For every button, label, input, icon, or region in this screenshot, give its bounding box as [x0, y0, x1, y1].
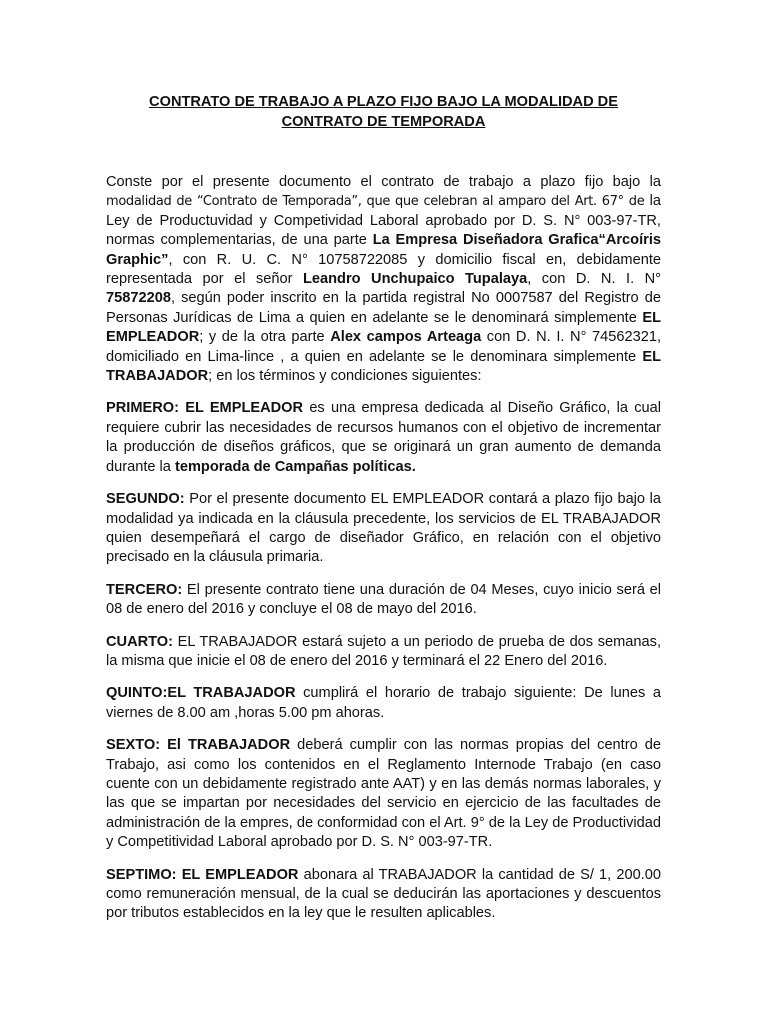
- intro-text: , según poder inscrito en la partida registral No 0007587 del Registro de Personas Jurídicas de Lima a quien en adelante se le denominará simplemente: [106, 290, 661, 326]
- clause-text: cumplirá el horario de trabajo siguiente: De lunes a viernes de 8.00 am ,horas 5.00 pm ahoras.: [106, 685, 661, 721]
- employer-term: EL EMPLEADOR: [106, 309, 661, 346]
- clause-tercero: [106, 581, 661, 620]
- intro-text: , con R. U. C. N° 10758722085 y domicilio fiscal en, debidamente representada por el señor: [106, 251, 661, 288]
- clause-emphasis: temporada de Campañas políticas.: [174, 458, 416, 475]
- clause-text: deberá cumplir con las normas propias del centro de Trabajo, asi como los contenidos en el Reglamento Internode Trabajo (en caso cuente con un debidamente registrado ante AAT) y en las demás normas laborales, y las que se impartan por necesidades del servicio en ejercicio de las facultades de administración de la empres, de conformidad con el Art. 9° de la Ley de Productividad y Competitividad Laboral aprobado por D. S. N° 003-97-TR.: [106, 737, 661, 851]
- intro-text: ; y de la otra parte: [199, 329, 331, 346]
- clause-septimo: [106, 866, 661, 924]
- intro-text: con D. N. I. N° 74562321, domiciliado en Lima-lince , a quien en adelante se le denominara simplemente: [106, 329, 661, 365]
- intro-paragraph: [106, 173, 661, 386]
- clause-label: PRIMERO: EL EMPLEADOR: [106, 400, 304, 417]
- representative-dni: 75872208: [106, 290, 171, 307]
- worker-term: EL TRABAJADOR: [106, 348, 661, 385]
- clause-label: SEPTIMO: EL EMPLEADOR: [106, 866, 299, 883]
- intro-text-narrow: modalidad de “Contrato de Temporada”, que que celebran al amparo del Art. 67° de: [106, 194, 645, 210]
- clause-primero: [106, 399, 661, 477]
- clause-text: Por el presente documento EL EMPLEADOR contará a plazo fijo bajo la modalidad ya indicada en la cláusula precedente, los servicios de EL TRABAJADOR quien desempeñará el cargo de diseñador Gráfico, en relación con el objetivo precisado en la cláusula primaria.: [106, 491, 661, 566]
- clause-text: EL TRABAJADOR estará sujeto a un periodo de prueba de dos semanas, la misma que inicie el 08 de enero del 2016 y terminará el 22 Enero del 2016.: [106, 633, 661, 669]
- intro-text: la Ley de Productuvidad y Competividad Laboral aprobado por D. S. N° 003-97-TR, normas complementarias, de una parte: [106, 193, 662, 249]
- clause-quinto: [106, 684, 661, 723]
- clause-text: es una empresa dedicada al Diseño Gráfico, la cual requiere cubrir las necesidades de recursos humanos con el objetivo de incrementar la producción de diseños gráficos, que se originará un gran aumento de demanda durante la: [106, 400, 661, 475]
- worker-name: Alex campos Arteaga: [330, 329, 482, 346]
- intro-text: Conste por el presente documento el contrato de trabajo a plazo fijo bajo la: [106, 174, 661, 190]
- document-page: [106, 92, 661, 924]
- clause-label: TERCERO:: [106, 581, 183, 598]
- clause-sexto: [106, 736, 661, 852]
- clause-text: abonara al TRABAJADOR la cantidad de S/ 1, 200.00 como remuneración mensual, de la cual se deducirán las aportaciones y descuentos por tributos establecidos en la ley que le resulten aplicables.: [106, 866, 662, 922]
- title-line-1: CONTRATO DE TRABAJO A PLAZO FIJO BAJO LA MODALIDAD DE: [149, 94, 618, 110]
- intro-text: ; en los términos y condiciones siguientes:: [208, 368, 482, 385]
- clause-segundo: [106, 490, 661, 568]
- clause-label: CUARTO:: [106, 633, 174, 650]
- document-title: [106, 92, 661, 132]
- representative-name: Leandro Unchupaico Tupalaya: [302, 271, 528, 288]
- clause-label: QUINTO:EL TRABAJADOR: [106, 685, 296, 702]
- company-name: La Empresa Diseñadora Grafica“Arcoíris Graphic”: [106, 232, 661, 268]
- title-line-2: CONTRATO DE TEMPORADA: [281, 114, 486, 130]
- clause-text: El presente contrato tiene una duración de 04 Meses, cuyo inicio será el 08 de enero del 2016 y concluye el 08 de mayo del 2016.: [106, 581, 661, 618]
- clause-cuarto: [106, 633, 661, 672]
- clause-label: SEGUNDO:: [106, 491, 185, 508]
- clause-label: SEXTO: El TRABAJADOR: [106, 737, 291, 754]
- intro-text: , con D. N. I. N°: [527, 271, 662, 288]
